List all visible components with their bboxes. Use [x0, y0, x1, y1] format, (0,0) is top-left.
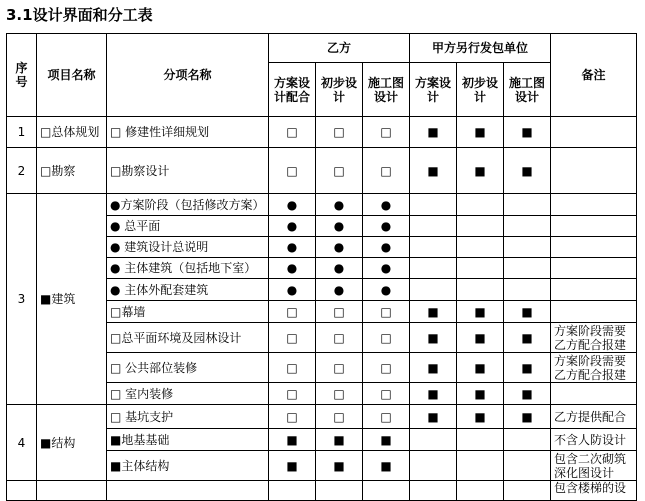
responsibility-mark [410, 429, 457, 451]
header-phase: 初步设计 [316, 63, 363, 117]
remark-cell [551, 405, 637, 429]
responsibility-mark [504, 279, 551, 301]
responsibility-mark: ● [316, 279, 363, 301]
responsibility-mark: ■ [457, 383, 504, 405]
responsibility-mark [504, 237, 551, 258]
remark-cell [551, 258, 637, 279]
responsibility-mark: ■ [410, 383, 457, 405]
responsibility-mark: ■ [504, 148, 551, 194]
remark-cell [551, 353, 637, 383]
responsibility-mark [410, 451, 457, 481]
group-seq: 3 [7, 194, 37, 405]
responsibility-mark: ● [269, 216, 316, 237]
responsibility-mark: □ [363, 405, 410, 429]
responsibility-mark: □ [269, 117, 316, 148]
responsibility-mark: ■ [363, 429, 410, 451]
responsibility-mark: ● [363, 279, 410, 301]
remark-cell [551, 481, 637, 501]
remark-text: 包含楼梯的设 [554, 481, 627, 495]
table-row [7, 405, 637, 429]
responsibility-mark: ■ [410, 117, 457, 148]
table-row [7, 117, 637, 148]
header-remark: 备注 [551, 34, 637, 117]
sub-item-name: ●方案阶段（包括修改方案） [107, 194, 269, 216]
responsibility-mark: □ [316, 148, 363, 194]
remark-cell [551, 194, 637, 216]
header-phase: 方案设计 [410, 63, 457, 117]
responsibility-mark: □ [269, 323, 316, 353]
responsibility-mark: ● [363, 258, 410, 279]
responsibility-mark [316, 481, 363, 501]
group-seq: 1 [7, 117, 37, 148]
sub-item-name: □幕墙 [107, 301, 269, 323]
responsibility-mark [504, 481, 551, 501]
responsibility-mark: □ [316, 405, 363, 429]
responsibility-mark: ■ [457, 117, 504, 148]
sub-item-name: ■地基基础 [107, 429, 269, 451]
responsibility-mark [457, 481, 504, 501]
header-seq: 序号 [7, 34, 37, 117]
responsibility-mark: □ [363, 323, 410, 353]
responsibility-mark: □ [316, 353, 363, 383]
group-project-name [37, 481, 107, 501]
responsibility-mark: ■ [457, 148, 504, 194]
responsibility-mark: ● [316, 258, 363, 279]
responsibility-mark: ■ [504, 405, 551, 429]
responsibility-mark [410, 216, 457, 237]
group-project-name: ■建筑 [37, 194, 107, 405]
responsibility-mark: □ [316, 301, 363, 323]
group-project-name: ■结构 [37, 405, 107, 481]
sub-item-name: ● 主体建筑（包括地下室） [107, 258, 269, 279]
responsibility-mark [410, 481, 457, 501]
responsibility-mark: ● [316, 237, 363, 258]
table-row [7, 148, 637, 194]
responsibility-mark: □ [363, 353, 410, 383]
sub-item-name: □ 修建性详细规划 [107, 117, 269, 148]
responsibility-mark [504, 451, 551, 481]
responsibility-mark [410, 194, 457, 216]
responsibility-mark: ■ [410, 301, 457, 323]
responsibility-mark: ■ [410, 405, 457, 429]
header-party-a-sub: 甲方另行发包单位 [410, 34, 551, 63]
responsibility-mark: ● [363, 216, 410, 237]
remark-text: 不含人防设计 [554, 432, 627, 447]
responsibility-mark: □ [363, 117, 410, 148]
responsibility-mark: ■ [363, 451, 410, 481]
remark-cell [551, 237, 637, 258]
sub-item-name: ● 总平面 [107, 216, 269, 237]
responsibility-mark: ■ [504, 383, 551, 405]
responsibility-mark: ■ [457, 353, 504, 383]
responsibility-mark: ● [316, 216, 363, 237]
section-title: 3.1设计界面和分工表 [6, 6, 153, 24]
responsibility-mark [504, 258, 551, 279]
table-row [7, 194, 637, 216]
remark-cell [551, 148, 637, 194]
group-seq: 2 [7, 148, 37, 194]
sub-item-name [107, 481, 269, 501]
header-project: 项目名称 [37, 34, 107, 117]
remark-cell [551, 451, 637, 481]
remark-text: 乙方提供配合 [554, 409, 627, 424]
responsibility-mark: □ [363, 301, 410, 323]
responsibility-mark [457, 258, 504, 279]
sub-item-name: ● 主体外配套建筑 [107, 279, 269, 301]
responsibility-mark: ■ [410, 353, 457, 383]
responsibility-mark: ● [269, 258, 316, 279]
responsibility-mark: ■ [457, 301, 504, 323]
responsibility-mark [269, 481, 316, 501]
responsibility-mark: □ [316, 323, 363, 353]
responsibility-mark: ■ [410, 323, 457, 353]
responsibility-mark: ■ [269, 451, 316, 481]
sub-item-name: □ 基坑支护 [107, 405, 269, 429]
group-project-name: □总体规划 [37, 117, 107, 148]
sub-item-name: ■主体结构 [107, 451, 269, 481]
responsibility-mark [410, 237, 457, 258]
table-row [7, 481, 637, 501]
header-phase: 施工图设计 [363, 63, 410, 117]
responsibility-mark: □ [269, 148, 316, 194]
responsibility-mark: ■ [269, 429, 316, 451]
responsibility-mark [504, 194, 551, 216]
responsibility-mark [457, 216, 504, 237]
header-sub: 分项名称 [107, 34, 269, 117]
header-phase: 施工图设计 [504, 63, 551, 117]
group-project-name: □勘察 [37, 148, 107, 194]
remark-text: 方案阶段需要乙方配合报建 [554, 323, 627, 352]
remark-text: 包含二次砌筑深化图设计 [554, 451, 627, 480]
responsibility-mark: ■ [410, 148, 457, 194]
remark-cell [551, 383, 637, 405]
sub-item-name: □ 公共部位装修 [107, 353, 269, 383]
responsibility-mark: ● [316, 194, 363, 216]
responsibility-mark: ■ [504, 323, 551, 353]
header-phase: 方案设计配合 [269, 63, 316, 117]
responsibility-mark: □ [316, 117, 363, 148]
responsibility-mark: □ [269, 405, 316, 429]
design-division-table [6, 33, 637, 501]
sub-item-name: ● 建筑设计总说明 [107, 237, 269, 258]
responsibility-mark: ● [269, 194, 316, 216]
responsibility-mark: ■ [504, 301, 551, 323]
header-phase: 初步设计 [457, 63, 504, 117]
responsibility-mark: ● [269, 237, 316, 258]
remark-cell [551, 301, 637, 323]
responsibility-mark [457, 451, 504, 481]
responsibility-mark [457, 279, 504, 301]
responsibility-mark: □ [363, 383, 410, 405]
responsibility-mark [504, 216, 551, 237]
responsibility-mark [457, 429, 504, 451]
responsibility-mark: ■ [457, 323, 504, 353]
responsibility-mark: ■ [316, 451, 363, 481]
responsibility-mark: □ [269, 383, 316, 405]
remark-text: 方案阶段需要乙方配合报建 [554, 353, 627, 382]
responsibility-mark: ■ [504, 117, 551, 148]
sub-item-name: □勘察设计 [107, 148, 269, 194]
responsibility-mark: ■ [504, 353, 551, 383]
group-seq: 4 [7, 405, 37, 481]
responsibility-mark: ● [363, 194, 410, 216]
responsibility-mark: ● [269, 279, 316, 301]
responsibility-mark: ■ [457, 405, 504, 429]
responsibility-mark [504, 429, 551, 451]
responsibility-mark [410, 279, 457, 301]
remark-cell [551, 429, 637, 451]
responsibility-mark: □ [363, 148, 410, 194]
responsibility-mark [363, 481, 410, 501]
remark-cell [551, 117, 637, 148]
remark-cell [551, 279, 637, 301]
responsibility-mark: □ [316, 383, 363, 405]
header-party-b: 乙方 [269, 34, 410, 63]
remark-cell [551, 323, 637, 353]
responsibility-mark: □ [269, 301, 316, 323]
responsibility-mark: ■ [316, 429, 363, 451]
responsibility-mark: □ [269, 353, 316, 383]
responsibility-mark: ● [363, 237, 410, 258]
responsibility-mark [457, 237, 504, 258]
responsibility-mark [457, 194, 504, 216]
group-seq [7, 481, 37, 501]
sub-item-name: □总平面环境及园林设计 [107, 323, 269, 353]
remark-cell [551, 216, 637, 237]
sub-item-name: □ 室内装修 [107, 383, 269, 405]
responsibility-mark [410, 258, 457, 279]
